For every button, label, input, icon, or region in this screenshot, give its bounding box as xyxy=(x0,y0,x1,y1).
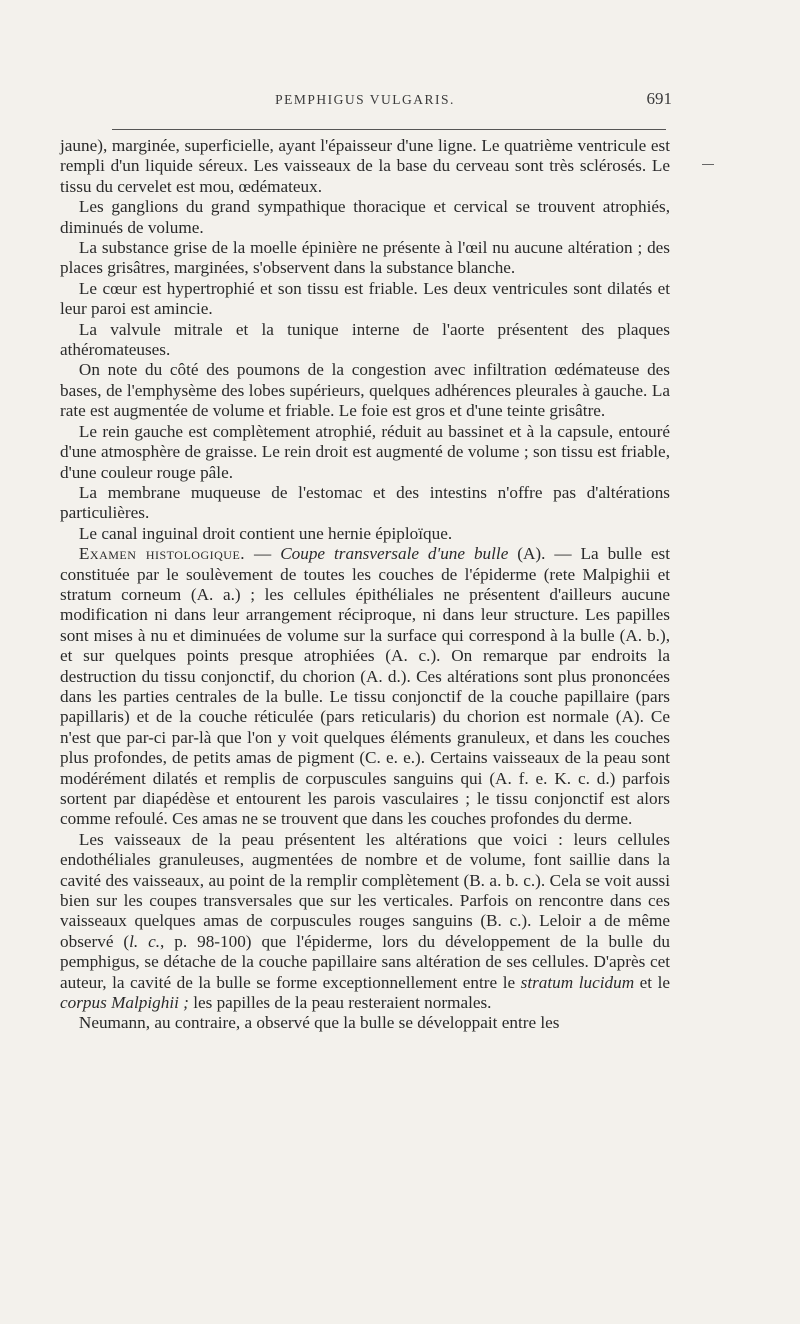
paragraph-stomach: La membrane muqueuse de l'estomac et des intestins n'offre pas d'altérations particulières. xyxy=(60,482,670,523)
vessels-text-d: les papilles de la peau resteraient normales. xyxy=(188,993,492,1013)
header-rule xyxy=(112,129,666,130)
paragraph-valve: La valvule mitrale et la tunique interne de l'aorte présentent des plaques athéromateuses. xyxy=(60,319,670,360)
paragraph-histology xyxy=(60,544,670,830)
vessels-text-a: Les vaisseaux de la peau présentent les altérations que voici : leurs cellules endothéliales granuleuses, augmentées de nombre et de volume, font saillie dans la cavité des vaisseaux, au point de la remplir complètement (B. a. b. c.). Cela se voit aussi bien sur les coupes transversales que sur les verticales. Parfois on rencontre dans ces vaisseaux quelques amas de corpuscules rouges sanguins (B. c.). Leloir a de même observé ( xyxy=(60,829,670,951)
section-dash: — xyxy=(245,544,281,564)
section-ref: (A). — xyxy=(508,544,581,564)
paragraph-lungs: On note du côté des poumons de la congestion avec infiltration œdémateuse des bases, de l'emphysème des lobes supérieurs, quelques adhérences pleurales à gauche. La rate est augmentée de volume et friable. Le foie est gros et d'une teinte grisâtre. xyxy=(60,360,670,421)
paragraph-vessels xyxy=(60,830,670,1014)
paragraph-neumann: Neumann, au contraire, a observé que la bulle se développait entre les xyxy=(78,1013,560,1033)
running-title: PEMPHIGUS VULGARIS. xyxy=(275,92,455,107)
paragraph-spinal-cord: La substance grise de la moelle épinière ne présente à l'œil nu aucune altération ; des places grisâtres, marginées, s'observent dans la substance blanche. xyxy=(60,238,670,278)
section-title: Coupe transversale d'une bulle xyxy=(280,544,509,564)
page-number: 691 xyxy=(646,89,672,108)
paragraph-hernia: Le canal inguinal droit contient une hernie épiploïque. xyxy=(78,523,453,543)
paragraph-kidneys: Le rein gauche est complètement atrophié, réduit au bassinet et à la capsule, entouré d'une atmosphère de graisse. Le rein droit est augmenté de volume ; son tissu est friable, d'une couleur rouge pâle. xyxy=(60,421,670,482)
citation: l. c. xyxy=(129,931,161,951)
body-text xyxy=(60,136,670,1034)
vessels-text-b: , p. 98-100) que l'épiderme, lors du développement de la bulle du pemphigus, se détache de la couche papillaire sans altération de ses cellules. D'après cet auteur, la cavité de la bulle se forme exceptionnellement entre le xyxy=(60,931,670,992)
paragraph-heart: Le cœur est hypertrophié et son tissu est friable. Les deux ventricules sont dilatés et leur paroi est amincie. xyxy=(60,278,670,319)
vessels-text-c: et le xyxy=(634,972,671,992)
section-label: Examen histologique. xyxy=(78,544,246,564)
paragraph-ganglia: Les ganglions du grand sympathique thoracique et cervical se trouvent atrophiés, diminués de volume. xyxy=(60,197,670,237)
paragraph-brain: jaune), marginée, superficielle, ayant l'épaisseur d'une ligne. Le quatrième ventricule est rempli d'un liquide séreux. Les vaisseaux de la base du cerveau sont très sclérosés. Le tissu du cervelet est mou, œdémateux. xyxy=(60,136,670,196)
section-text: La bulle est constituée par le soulèvement de toutes les couches de l'épiderme (rete Malpighii et stratum corneum (A. a.) ; les cellules épithéliales ne présentent d'ailleurs aucune modification ni dans leur arrangement réciproque, ni dans leur structure. Les papilles sont mises à nu et diminuées de volume sur la surface qui correspond à la bulle (A. b.), et sur quelques points presque atrophiées (A. c.). On remarque par endroits la destruction du tissu conjonctif, du chorion (A. d.). Ces altérations sont plus prononcées dans les parties centrales de la bulle. Le tissu conjonctif de la couche papillaire (pars papillaris) et de la couche réticulée (pars reticularis) du chorion est normale (A). Ce n'est que par-ci par-là que l'on y voit quelques éléments granuleux, et dans les couches plus profondes, de petits amas de pigment (C. e. e.). Certains vaisseaux de la peau sont modérément dilatés et remplis de corpuscules sanguins qui (A. f. e. K. c. d.) parfois sortent par diapédèse et entourent les parois vasculaires ; le tissu conjonctif est alors comme refoulé. Ces amas ne se trouvent que dans les couches profondes du derme. xyxy=(60,544,670,829)
term-stratum-lucidum: stratum lucidum xyxy=(520,972,635,992)
running-header xyxy=(60,89,672,114)
margin-mark xyxy=(702,164,714,165)
term-corpus-malpighii: corpus Malpighii ; xyxy=(60,993,189,1013)
